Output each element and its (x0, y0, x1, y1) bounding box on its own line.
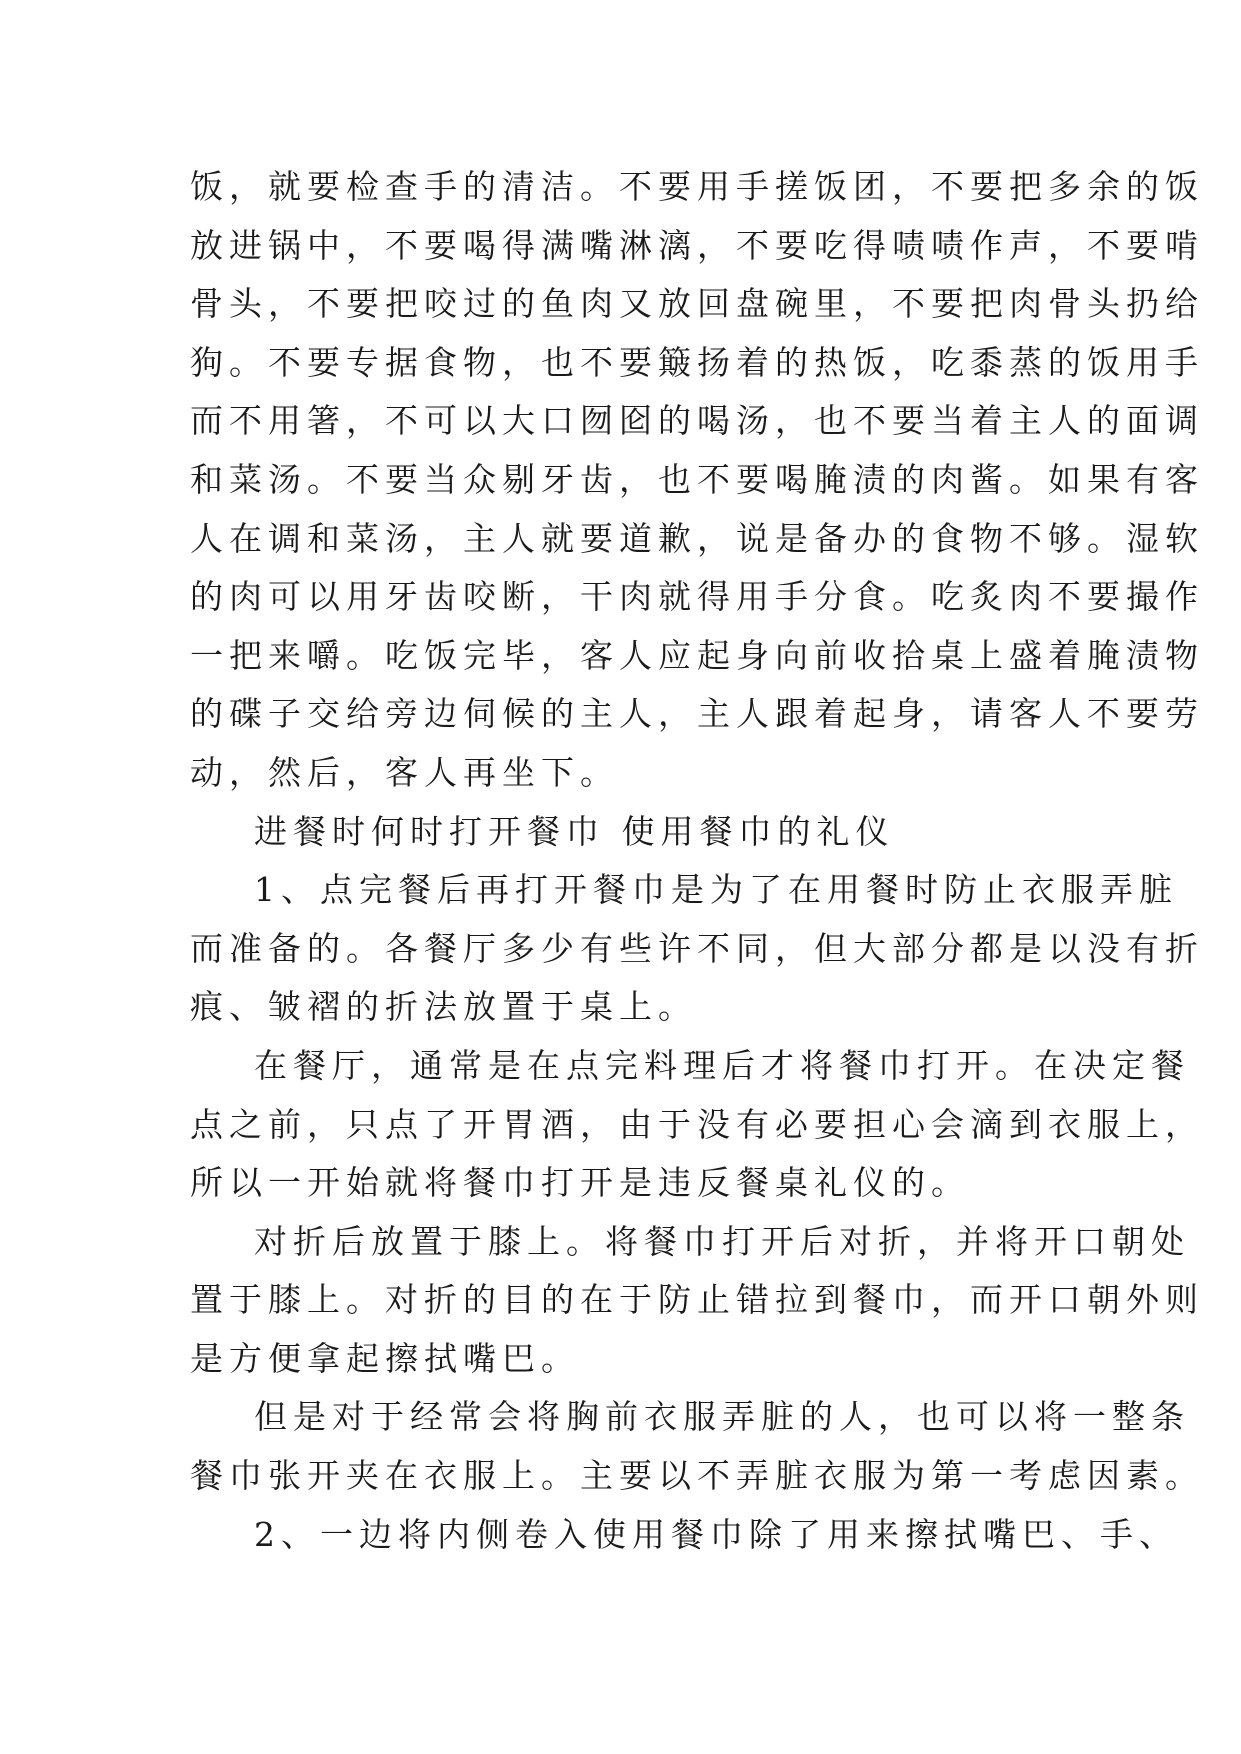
text-line: 2、一边将内侧卷入使用餐巾除了用来擦拭嘴巴、手、 (254, 1514, 1178, 1554)
text-line: 人在调和菜汤，主人就要道歉，说是备办的食物不够。湿软 (190, 518, 1204, 558)
text-line: 的碟子交给旁边伺候的主人，主人跟着起身，请客人不要劳 (190, 694, 1204, 734)
text-line: 狗。不要专据食物，也不要簸扬着的热饭，吃黍蒸的饭用手 (190, 342, 1204, 382)
text-line: 饭，就要检查手的清洁。不要用手搓饭团，不要把多余的饭 (190, 167, 1204, 206)
text-line: 是方便拿起擦拭嘴巴。 (190, 1338, 580, 1378)
text-line: 餐巾张开夹在衣服上。主要以不弄脏衣服为第一考虑因素。 (190, 1456, 1204, 1496)
text-line: 对折后放置于膝上。将餐巾打开后对折，并将开口朝处 (254, 1221, 1190, 1261)
document-body (190, 158, 1204, 1564)
text-line: 一把来嚼。吃饭完毕，客人应起身向前收拾桌上盛着腌渍物 (190, 635, 1204, 675)
text-line: 置于膝上。对折的目的在于防止错拉到餐巾，而开口朝外则 (190, 1280, 1204, 1320)
text-line: 1、点完餐后再打开餐巾是为了在用餐时防止衣服弄脏 (254, 870, 1178, 910)
text-line: 动，然后，客人再坐下。 (190, 752, 619, 792)
text-line: 而准备的。各餐厅多少有些许不同，但大部分都是以没有折 (190, 928, 1204, 968)
text-line: 的肉可以用牙齿咬断，干肉就得用手分食。吃炙肉不要撮作 (190, 577, 1204, 617)
text-line: 痕、皱褶的折法放置于桌上。 (190, 987, 697, 1027)
text-line: 放进锅中，不要喝得满嘴淋漓，不要吃得啧啧作声，不要啃 (190, 225, 1204, 265)
text-line: 点之前，只点了开胃酒，由于没有必要担心会滴到衣服上， (190, 1104, 1204, 1144)
text-line: 但是对于经常会将胸前衣服弄脏的人，也可以将一整条 (254, 1397, 1190, 1437)
text-line: 进餐时何时打开餐巾 使用餐巾的礼仪 (254, 811, 895, 851)
text-line: 在餐厅，通常是在点完料理后才将餐巾打开。在决定餐 (254, 1045, 1190, 1085)
text-line: 而不用箸，不可以大口囫囵的喝汤，也不要当着主人的面调 (190, 401, 1204, 441)
text-line: 骨头，不要把咬过的鱼肉又放回盘碗里，不要把肉骨头扔给 (190, 284, 1204, 324)
text-line: 所以一开始就将餐巾打开是违反餐桌礼仪的。 (190, 1163, 970, 1203)
text-line: 和菜汤。不要当众剔牙齿，也不要喝腌渍的肉酱。如果有客 (190, 459, 1204, 499)
